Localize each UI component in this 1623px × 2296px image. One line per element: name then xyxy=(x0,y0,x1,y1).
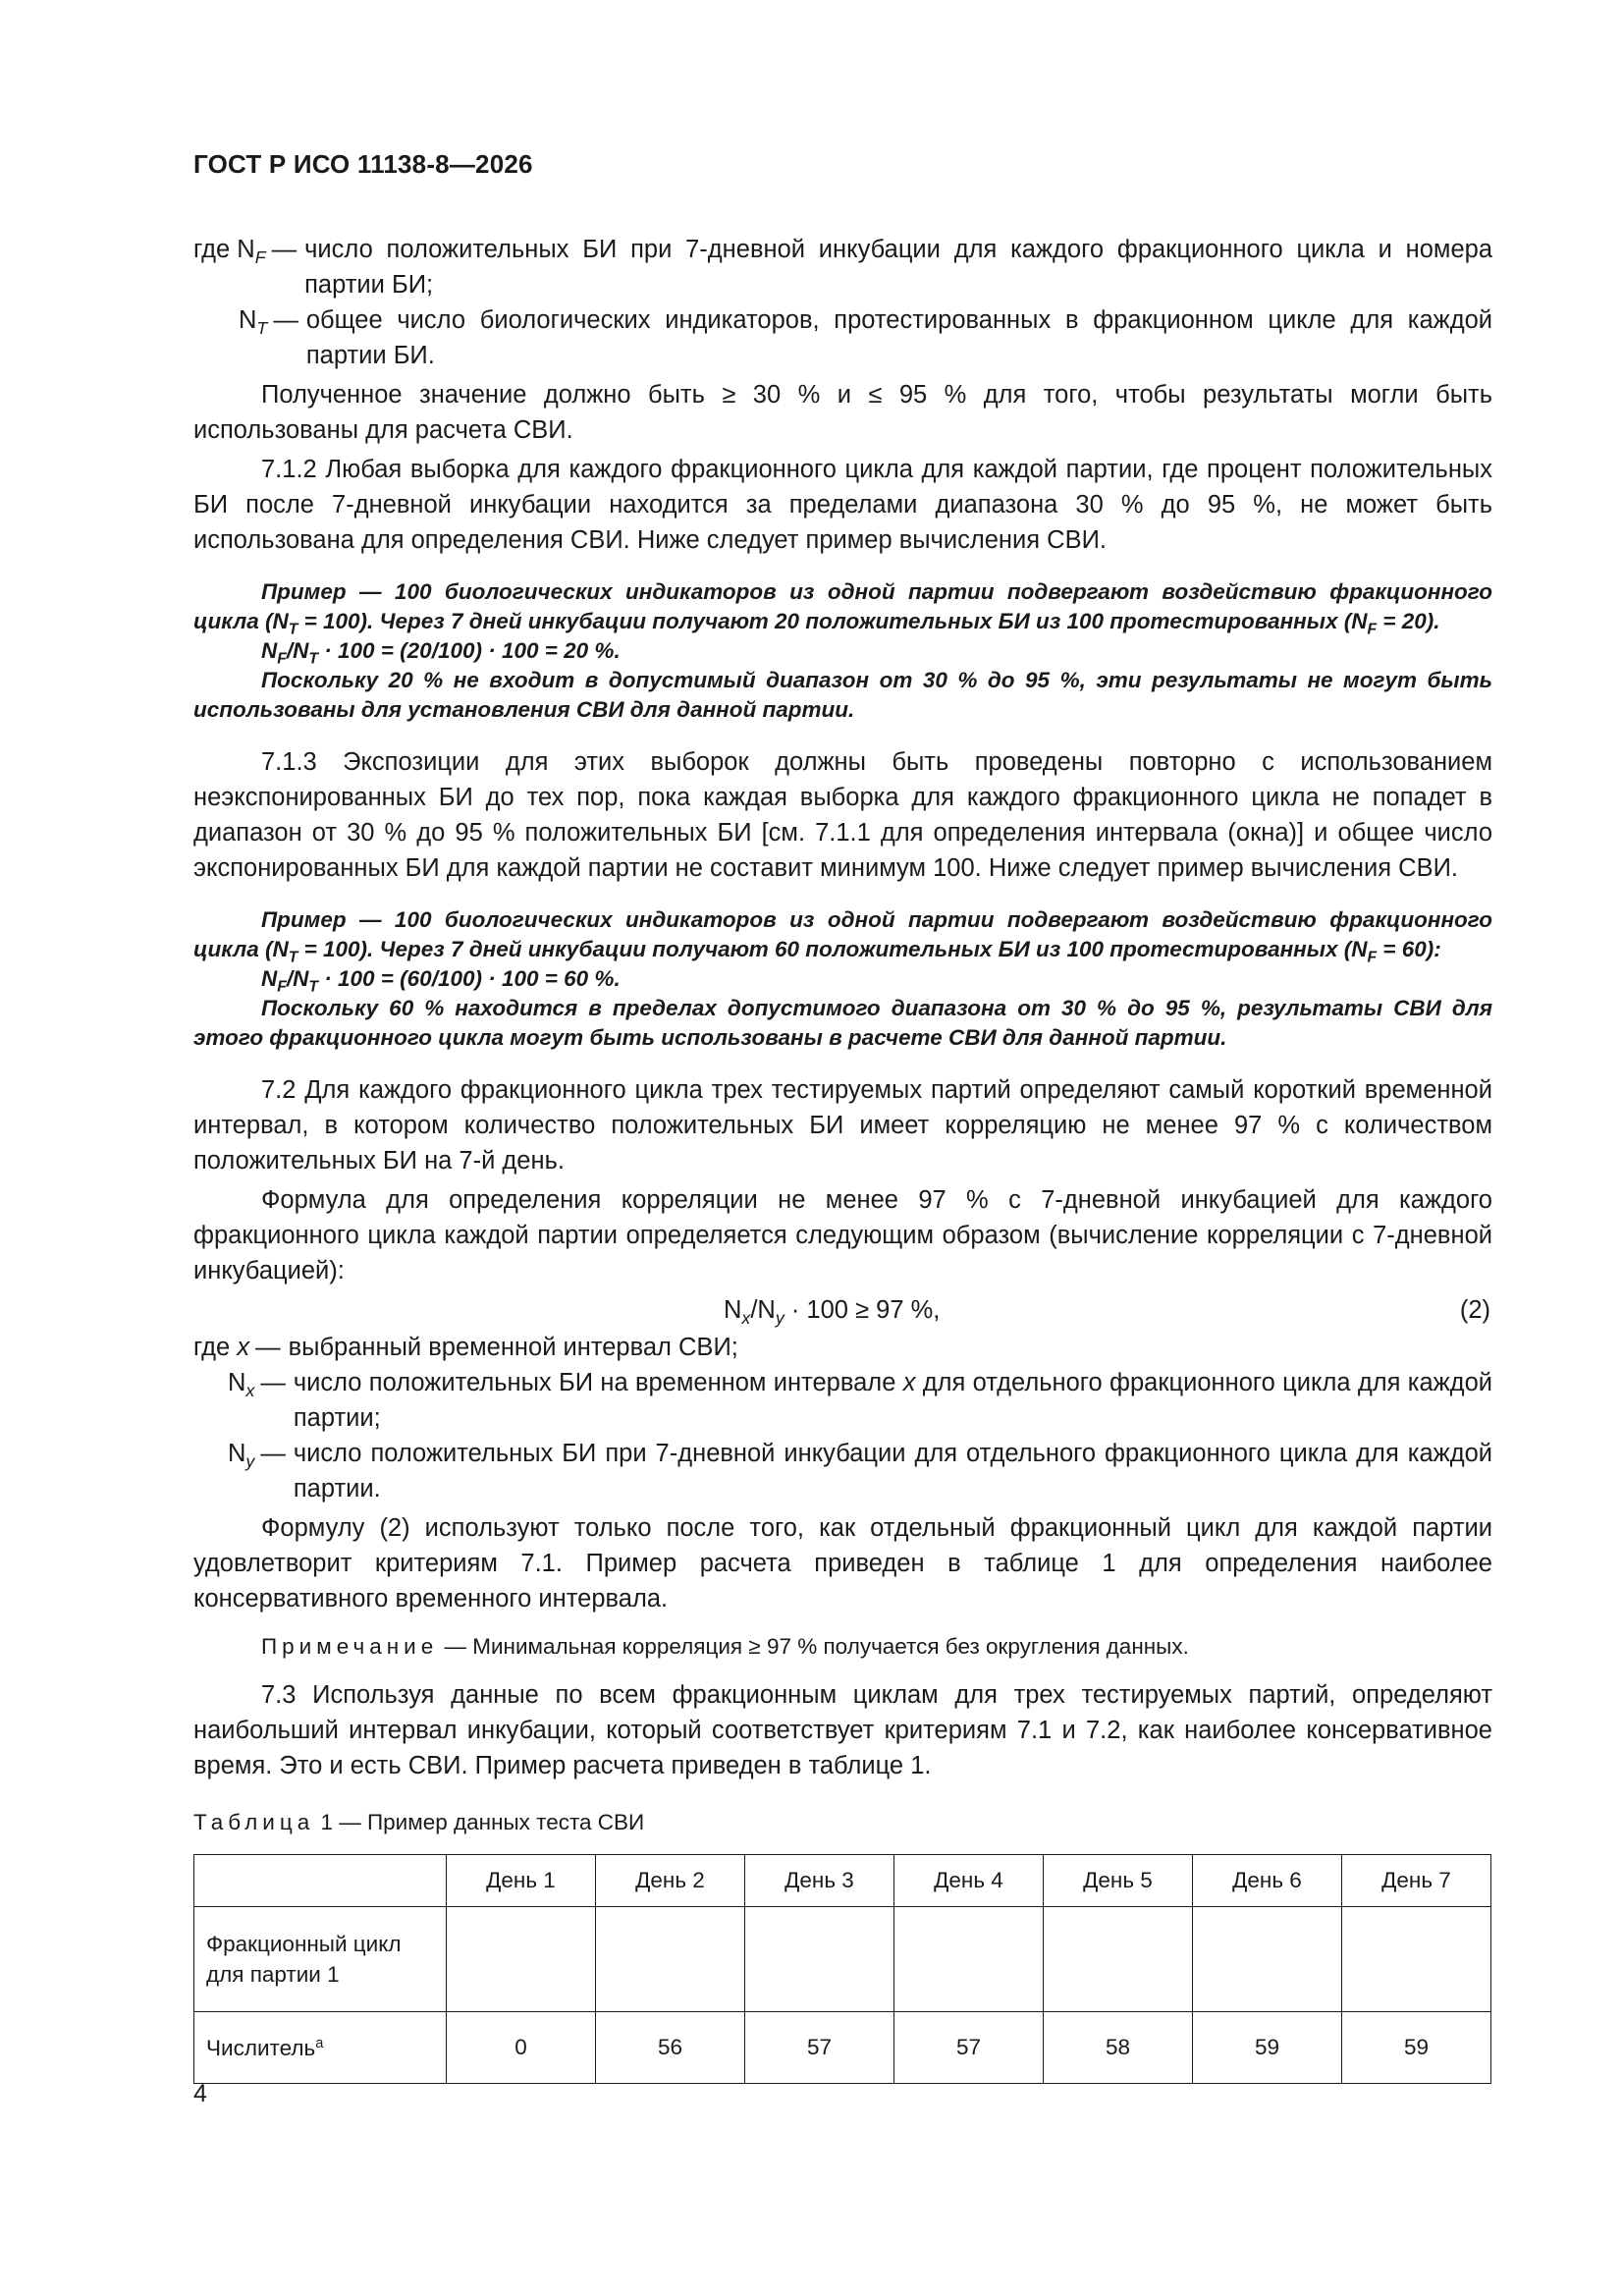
table-cell xyxy=(894,1907,1044,2012)
paragraph-formula-use: Формулу (2) используют только после того, как отдельный фракционный цикл для каждой партии удовлетворит критериям 7.1. Пример расчета приведен в таблице 1 для определения наиболее консервативного временного интервала. xyxy=(193,1514,1492,1613)
formula-number: (2) xyxy=(1459,1296,1490,1324)
table-row xyxy=(194,1907,1491,2012)
table-header-row xyxy=(194,1855,1491,1907)
table-cell xyxy=(447,1907,596,2012)
page-number: 4 xyxy=(193,2080,207,2107)
definition-ny: $N_y$ — число положительных БИ при 7-дневной инкубации для отдельного фракционного цикла для каждой партии. xyxy=(193,1436,1492,1506)
table-title: Таблица 1 — Пример данных теста СВИ xyxy=(193,1810,645,1834)
table-row-label: Числитель$^a$ xyxy=(194,2012,447,2084)
formula-expression: $N_x/N_y \cdot 100 \ge 97$ %, xyxy=(724,1296,941,1329)
table-cell: 59 xyxy=(1193,2012,1342,2084)
note xyxy=(193,1632,1492,1662)
example-2-calculation: $N_F/N_T \cdot 100 = (60/100) \cdot 100 = 60$ %. xyxy=(261,966,621,996)
example-1-statement: Пример — 100 биологических индикаторов из одной партии подвергают воздействию фракционного цикла $(N_T = 100)$. Через 7 дней инкубации получают 20 положительных БИ из 100 протестированных $(N_F = 20)$. xyxy=(193,579,1492,638)
document-body xyxy=(193,232,1492,2084)
table-header-cell: День 1 xyxy=(447,1855,596,1907)
table-cell xyxy=(1193,1907,1342,2012)
nf-symbol: где N xyxy=(193,236,255,263)
paragraph-7-2: 7.2 Для каждого фракционного цикла трех тестируемых партий определяют самый короткий временной интервал, в котором количество положительных БИ имеет корреляцию не менее 97 % с количеством положительных БИ на 7-й день. xyxy=(193,1076,1492,1175)
nt-definition: общее число биологических индикаторов, протестированных в фракционном цикле для каждой партии БИ. xyxy=(305,306,1492,369)
table-cell xyxy=(1342,1907,1491,2012)
dash: — xyxy=(273,306,298,334)
table-header-cell: День 4 xyxy=(894,1855,1044,1907)
ny-definition: число положительных БИ при 7-дневной инкубации для отдельного фракционного цикла для каждой партии. xyxy=(293,1440,1492,1503)
table-cell xyxy=(745,1907,894,2012)
document-header: ГОСТ Р ИСО 11138-8—2026 xyxy=(193,149,533,179)
paragraph-7-1-3: 7.1.3 Экспозиции для этих выборок должны быть проведены повторно с использованием неэкспонированных БИ до тех пор, пока каждая выборка для каждого фракционного цикла не попадет в диапазон от 30 % до 95 % положительных БИ [см. 7.1.1 для определения интервала (окна)] и общее число экспонированных БИ для каждой партии не составит минимум 100. Ниже следует пример вычисления СВИ. xyxy=(193,748,1492,882)
example-1-calculation: $N_F/N_T \cdot 100 = (20/100) \cdot 100 = 20$ %. xyxy=(261,638,621,668)
dash: — xyxy=(255,1334,281,1361)
table-cell: 57 xyxy=(894,2012,1044,2084)
table-cell xyxy=(1044,1907,1193,2012)
table-header-cell xyxy=(194,1855,447,1907)
example-2 xyxy=(193,905,1492,1053)
x-definition: выбранный временной интервал СВИ; xyxy=(288,1334,738,1361)
table-header-cell: День 2 xyxy=(596,1855,745,1907)
table-cell: 59 xyxy=(1342,2012,1491,2084)
paragraph-7-1-2: 7.1.2 Любая выборка для каждого фракционного цикла для каждой партии, где процент положительных БИ после 7-дневной инкубации находится за пределами диапазона 30 % до 95 %, не может быть использована для определения СВИ. Ниже следует пример вычисления СВИ. xyxy=(193,456,1492,554)
note-label: Примечание xyxy=(261,1634,439,1659)
example-2-conclusion: Поскольку 60 % находится в пределах допустимого диапазона от 30 % до 95 %, результаты СВИ для этого фракционного цикла могут быть использованы в расчете СВИ для данной партии. xyxy=(193,996,1492,1050)
dash: — xyxy=(271,236,298,263)
definition-nx: $N_x$ — число положительных БИ на временном интервале x для отдельного фракционного цикла для каждой партии; xyxy=(193,1365,1492,1436)
table-header-cell: День 7 xyxy=(1342,1855,1491,1907)
table-header-cell: День 5 xyxy=(1044,1855,1193,1907)
nt-symbol: N xyxy=(239,306,257,334)
example-1-conclusion: Поскольку 20 % не входит в допустимый диапазон от 30 % до 95 %, эти результаты не могут быть использованы для установления СВИ для данной партии. xyxy=(193,668,1492,722)
nf-definition: число положительных БИ при 7-дневной инкубации для каждого фракционного цикла и номера партии БИ; xyxy=(304,236,1492,299)
formula-2 xyxy=(193,1292,1492,1330)
dash: — xyxy=(260,1440,286,1467)
definition-nf xyxy=(193,232,1492,302)
example-1 xyxy=(193,577,1492,725)
table-header-cell: День 3 xyxy=(745,1855,894,1907)
table-row xyxy=(194,2012,1491,2084)
paragraph-7-3: 7.3 Используя данные по всем фракционным циклам для трех тестируемых партий, определяют наибольший интервал инкубации, который соответствует критериям 7.1 и 7.2, как наиболее консервативное время. Это и есть СВИ. Пример расчета приведен в таблице 1. xyxy=(193,1681,1492,1779)
nt-subscript: T xyxy=(256,318,268,339)
dash: — xyxy=(260,1369,286,1396)
note-text: — Минимальная корреляция ≥ 97 % получается без округления данных. xyxy=(438,1634,1189,1659)
table-cell xyxy=(596,1907,745,2012)
example-2-statement: Пример — 100 биологических индикаторов из одной партии подвергают воздействию фракционного цикла $(N_T = 100)$. Через 7 дней инкубации получают 60 положительных БИ из 100 протестированных $(N_F = 60)$: xyxy=(193,907,1492,966)
data-table xyxy=(193,1854,1491,2084)
table-cell: 57 xyxy=(745,2012,894,2084)
x-symbol: x xyxy=(237,1334,250,1361)
table-cell: 58 xyxy=(1044,2012,1193,2084)
definition-nt xyxy=(193,302,1492,373)
paragraph-obtained-value: Полученное значение должно быть ≥ 30 % и ≤ 95 % для того, чтобы результаты могли быть использованы для расчета СВИ. xyxy=(193,381,1492,444)
definition-x: где x — выбранный временной интервал СВИ; xyxy=(193,1330,1492,1365)
table-cell: 0 xyxy=(447,2012,596,2084)
nf-subscript: F xyxy=(254,247,266,268)
footnote-marker: a xyxy=(315,2035,324,2051)
table-row-label: Фракционный цикл для партии 1 xyxy=(194,1907,447,2012)
paragraph-formula-intro: Формула для определения корреляции не менее 97 % с 7-дневной инкубацией для каждого фракционного цикла каждой партии определяется следующим образом (вычисление корреляции с 7-дневной инкубацией): xyxy=(193,1186,1492,1285)
table-header-cell: День 6 xyxy=(1193,1855,1342,1907)
nx-definition: число положительных БИ на временном интервале x для отдельного фракционного цикла для каждой партии; xyxy=(293,1369,1492,1432)
table-cell: 56 xyxy=(596,2012,745,2084)
